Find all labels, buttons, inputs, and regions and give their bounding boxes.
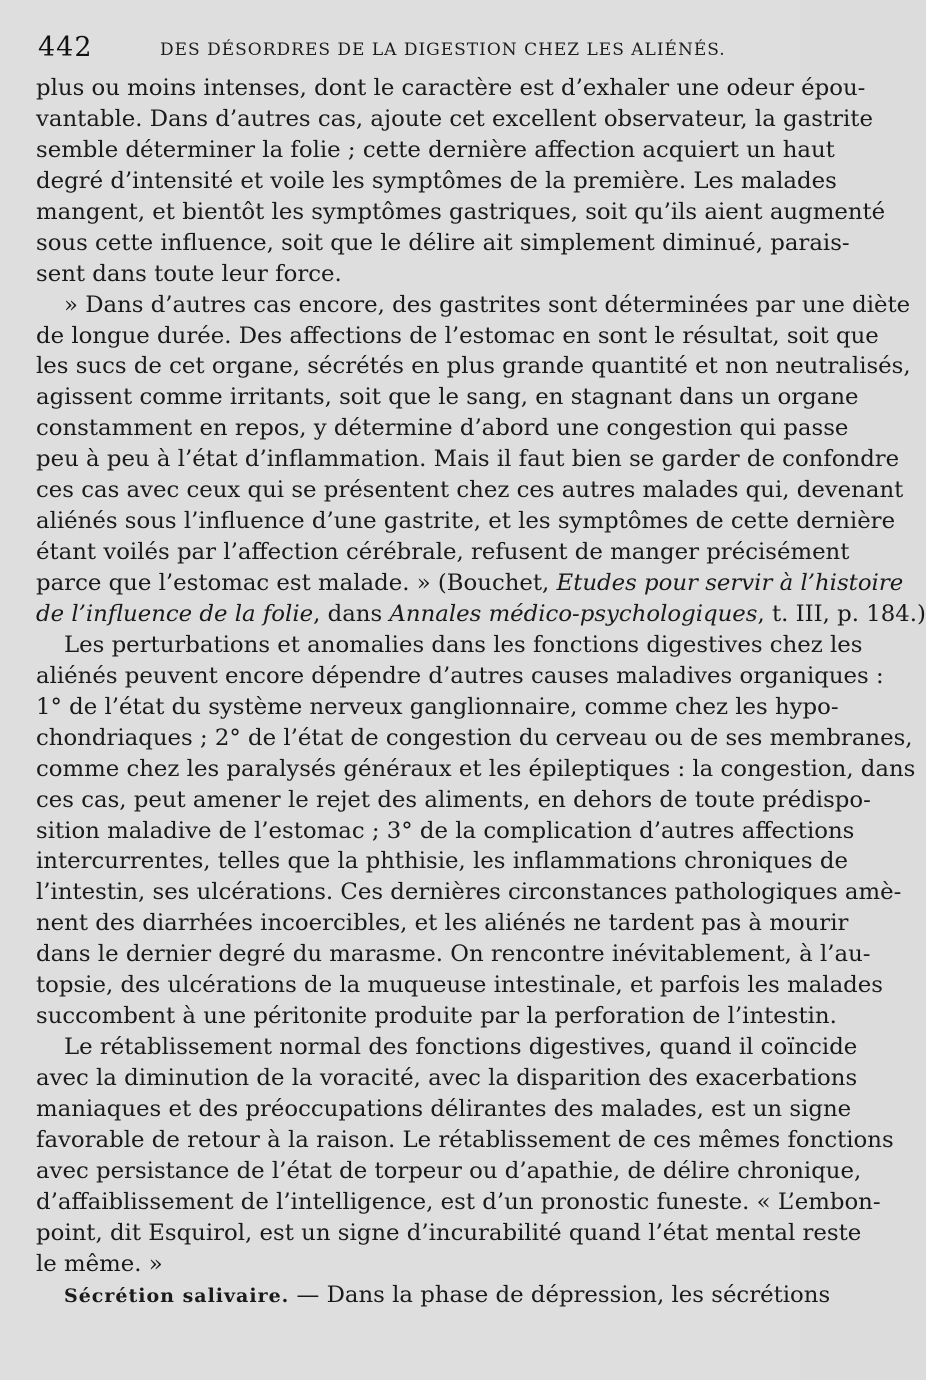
text-run: degré d’intensité et voile les symptômes de la première. Les malades [36,167,837,194]
text-line [36,197,886,228]
text-line [36,846,848,877]
text-run: favorable de retour à la raison. Le rétablissement de ces mêmes fonctions [36,1126,894,1153]
text-line [36,1001,837,1032]
text-run: » Dans d’autres cas encore, des gastrites sont déterminées par une diète [64,291,911,318]
text-line [36,723,913,754]
text-line [36,599,926,630]
running-head [38,32,768,68]
text-run: mangent, et bientôt les symptômes gastriques, soit qu’ils aient augmenté [36,198,886,225]
text-run: — Dans la phase de dépression, les sécrétions [289,1281,831,1308]
text-line [36,568,904,599]
text-run: dans le dernier degré du marasme. On rencontre inévitablement, à l’au- [36,941,871,968]
text-run: , t. III, p. 184.) [757,600,926,627]
text-run: le même. » [36,1250,163,1277]
text-line [36,104,873,135]
text-run: de longue durée. Des affections de l’estomac en sont le résultat, soit que [36,322,879,349]
text-run: 1° de l’état du système nerveux ganglionnaire, comme chez les hypo- [36,693,839,720]
text-line [36,351,911,382]
text-run: constamment en repos, y détermine d’abord une congestion qui passe [36,415,849,442]
text-run: , dans [313,600,390,627]
text-run: succombent à une péritonite produite par la perforation de l’intestin. [36,1003,837,1030]
text-line [36,908,849,939]
text-run: sent dans toute leur force. [36,260,342,287]
text-run: Les perturbations et anomalies dans les fonctions digestives chez les [64,631,863,658]
text-line [36,290,911,321]
text-line [36,228,850,259]
text-line [36,475,904,506]
running-title: DES DÉSORDRES DE LA DIGESTION CHEZ LES ALIÉNÉS. [160,40,726,60]
text-line [36,537,850,568]
text-line [36,135,835,166]
text-run: intercurrentes, telles que la phthisie, les inflammations chroniques de [36,848,848,875]
text-line [36,382,859,413]
text-run: étant voilés par l’affection cérébrale, refusent de manger précisément [36,539,850,566]
page-number: 442 [38,32,93,63]
text-line [36,692,839,723]
text-line [36,413,849,444]
italic-text: Etudes pour servir à l’histoire [556,570,904,596]
text-line [36,444,900,475]
text-run: avec la diminution de la voracité, avec la disparition des exacerbations [36,1065,858,1091]
text-run: topsie, des ulcérations de la muqueuse intestinale, et parfois les malades [36,972,883,999]
text-run: avec persistance de l’état de torpeur ou d’apathie, de délire chronique, [36,1157,862,1184]
text-run: les sucs de cet organe, sécrétés en plus grande quantité et non neutralisés, [36,353,911,380]
text-line [36,754,916,785]
body-text [36,73,926,1311]
text-line [36,1187,881,1218]
text-run: sition maladive de l’estomac ; 3° de la complication d’autres affections [36,817,855,844]
text-line [36,321,879,352]
text-run: plus ou moins intenses, dont le caractère est d’exhaler une odeur épou- [36,75,866,101]
text-run: semble déterminer la folie ; cette dernière affection acquiert un haut [36,136,835,163]
text-line [36,166,837,197]
text-line [36,1280,831,1311]
text-run: maniaques et des préoccupations délirantes des malades, est un signe [36,1095,852,1122]
text-line [36,970,883,1001]
text-line [36,1218,862,1249]
text-line [36,1156,862,1187]
text-run: point, dit Esquirol, est un signe d’incurabilité quand l’état mental reste [36,1219,862,1246]
text-run: peu à peu à l’état d’inflammation. Mais il faut bien se garder de confondre [36,446,900,473]
text-run: d’affaiblissement de l’intelligence, est d’un pronostic funeste. « L’embon- [36,1188,881,1215]
text-run: chondriaques ; 2° de l’état de congestion du cerveau ou de ses membranes, [36,724,913,751]
text-run: sous cette influence, soit que le délire ait simplement diminué, parais- [36,229,850,256]
text-line [36,1094,852,1125]
text-line [36,1249,768,1280]
text-run: aliénés sous l’influence d’une gastrite, et les symptômes de cette dernière [36,508,896,535]
text-line [36,1063,858,1094]
text-run: Le rétablissement normal des fonctions digestives, quand il coïncide [64,1034,858,1061]
text-run: ces cas, peut amener le rejet des aliments, en dehors de toute prédispo- [36,786,871,813]
text-run: aliénés peuvent encore dépendre d’autres causes maladives organiques : [36,662,884,689]
text-run: l’intestin, ses ulcérations. Ces dernières circonstances pathologiques amè- [36,879,902,906]
text-line [36,661,884,692]
text-line [36,1125,894,1156]
text-line [36,816,855,847]
italic-text: de l’influence de la folie [36,600,314,627]
text-line [36,506,896,537]
text-run: parce que l’estomac est malade. » (Bouchet, [36,570,557,596]
text-line [36,630,863,661]
text-line [36,1032,858,1063]
text-line [36,73,866,104]
text-line [36,877,902,908]
text-run: agissent comme irritants, soit que le sang, en stagnant dans un organe [36,384,859,411]
italic-text: Annales médico-psychologiques [389,600,758,627]
section-heading: Sécrétion salivaire. [64,1284,290,1307]
text-run: ces cas avec ceux qui se présentent chez ces autres malades qui, devenant [36,477,904,504]
text-run: comme chez les paralysés généraux et les épileptiques : la congestion, dans [36,755,916,782]
text-run: nent des diarrhées incoercibles, et les aliénés ne tardent pas à mourir [36,910,849,937]
text-line [36,259,768,290]
text-line [36,785,871,816]
text-run: vantable. Dans d’autres cas, ajoute cet excellent observateur, la gastrite [36,105,873,132]
text-line [36,939,871,970]
